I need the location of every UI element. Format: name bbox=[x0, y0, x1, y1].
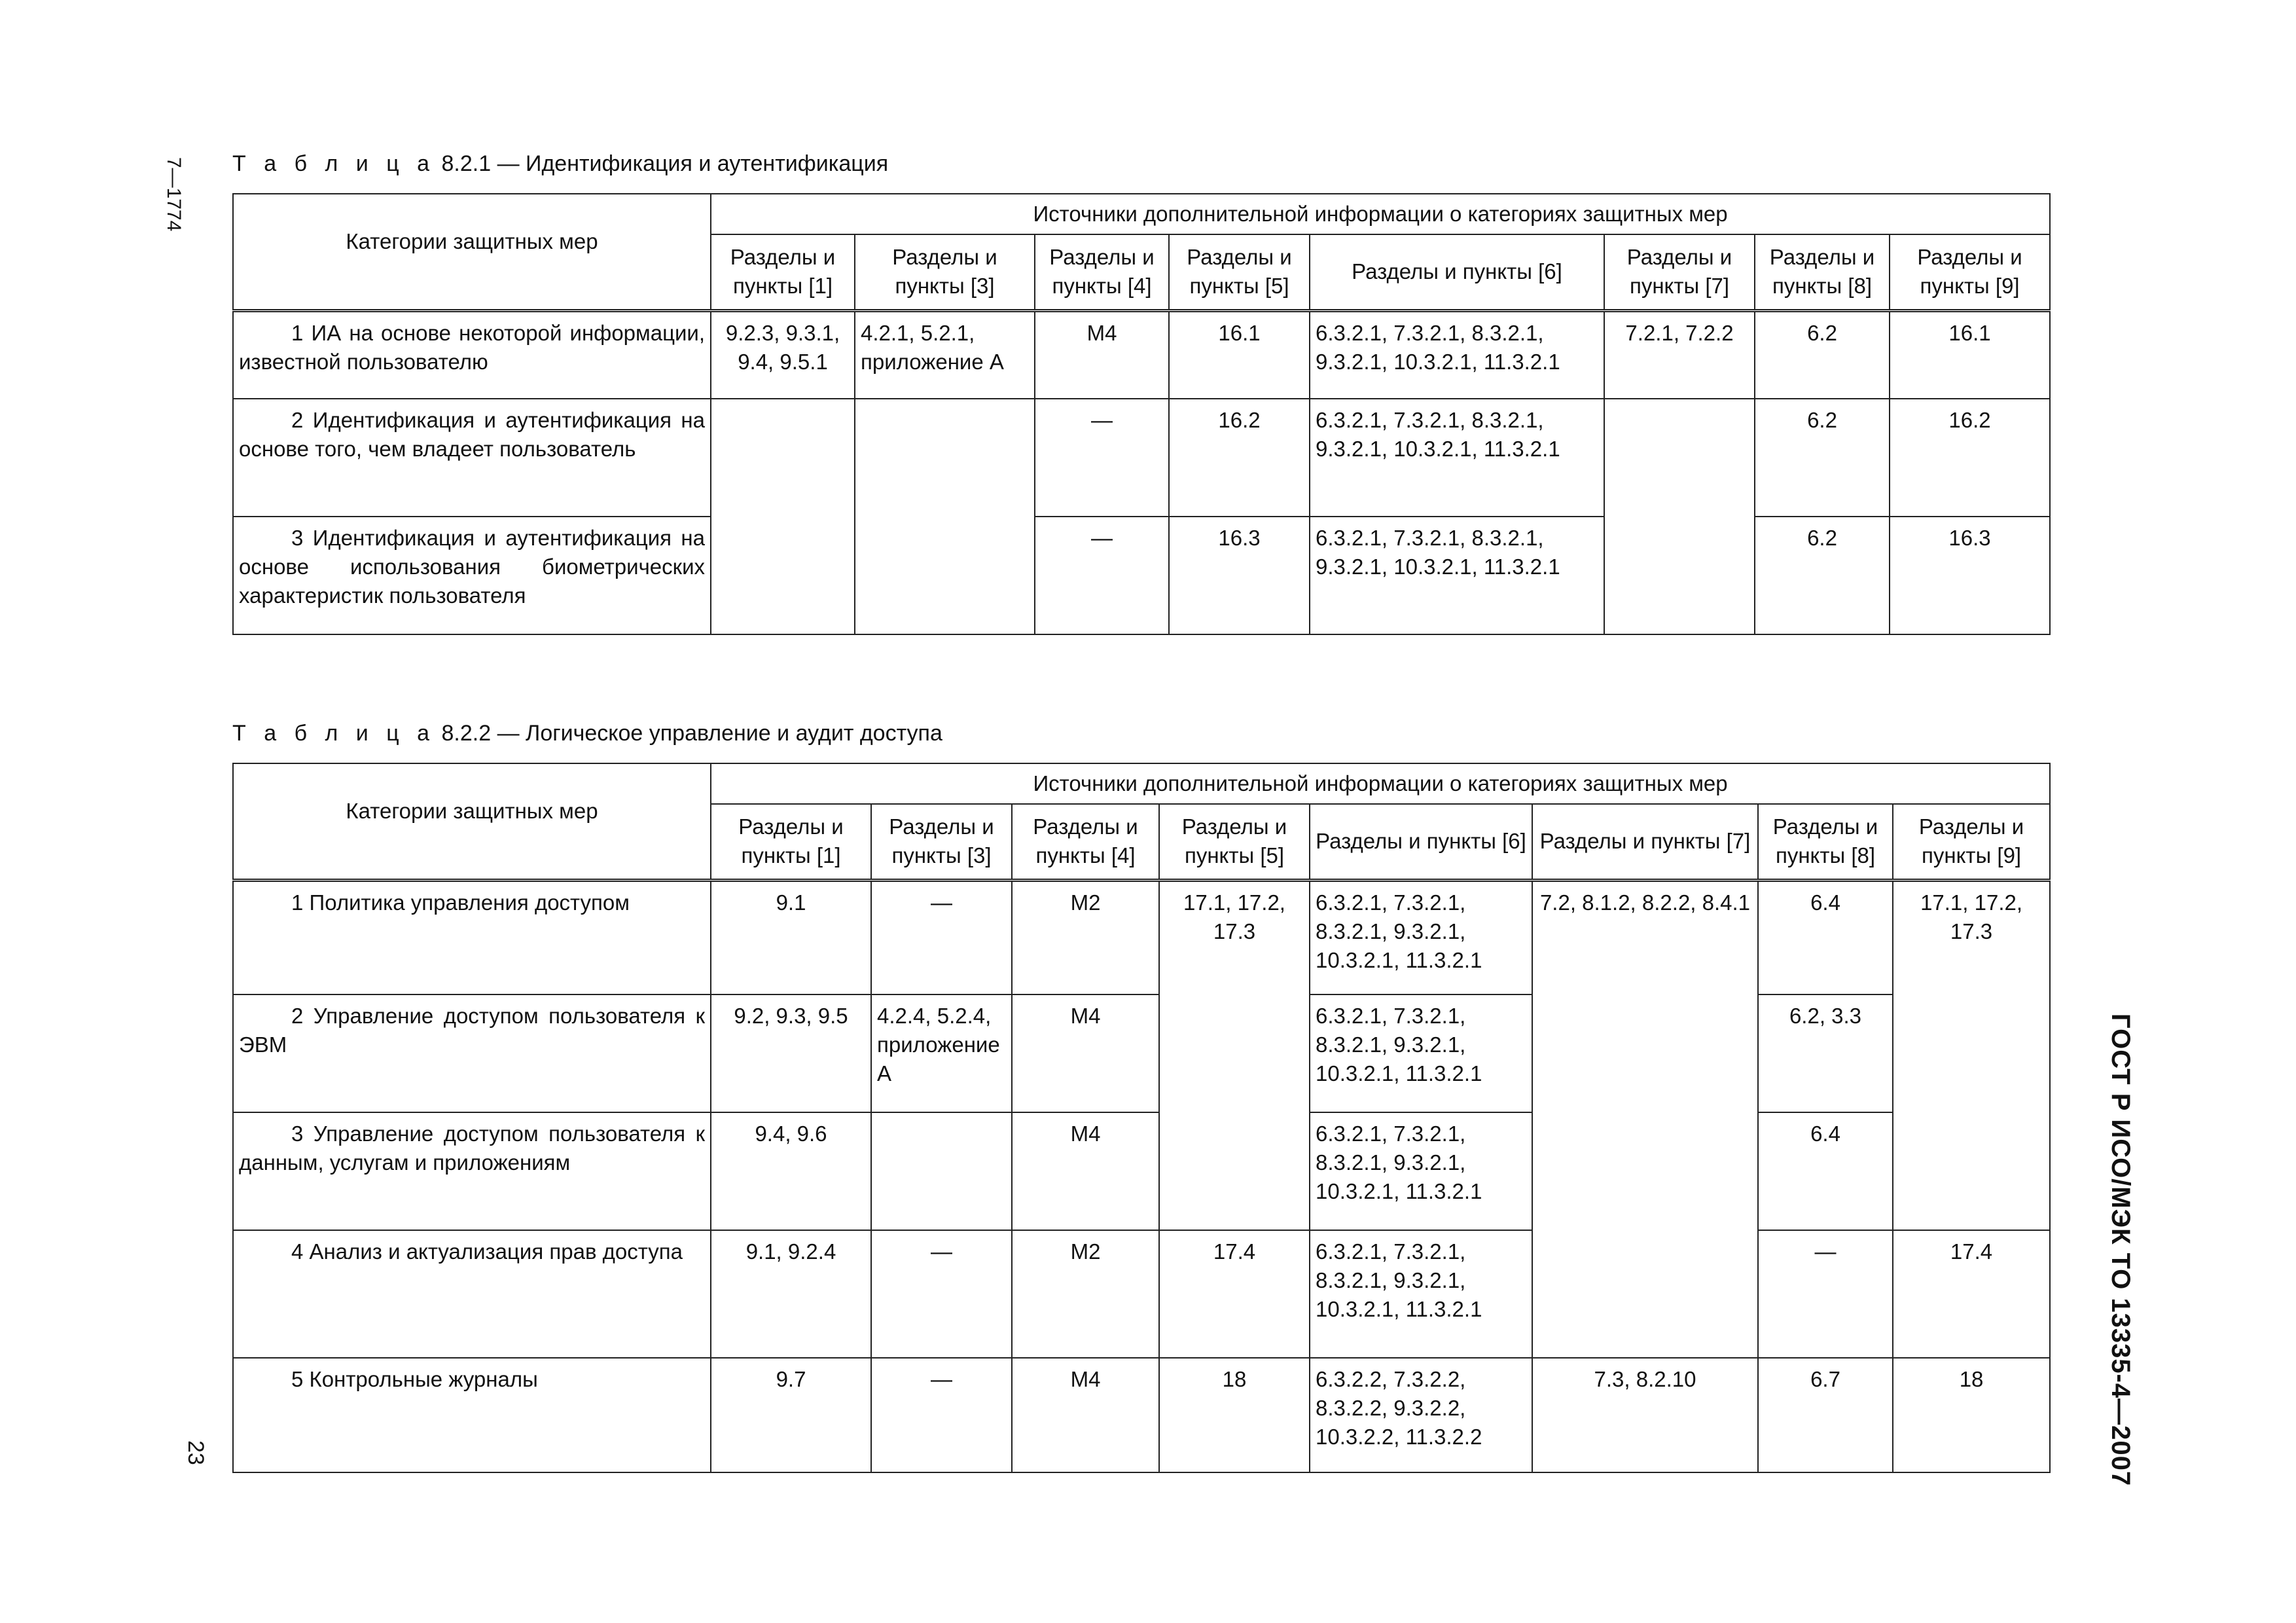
table-row bbox=[233, 994, 2050, 1112]
cell-source-6: 6.3.2.1, 7.3.2.1, 8.3.2.1, 9.3.2.1, 10.3.2.1, 11.3.2.1 bbox=[1310, 880, 1532, 994]
table1-caption bbox=[232, 151, 888, 177]
cell-source-6: 6.3.2.1, 7.3.2.1, 8.3.2.1, 9.3.2.1, 10.3.2.1, 11.3.2.1 bbox=[1310, 1230, 1532, 1358]
header-source-9: Разделы и пункты [9] bbox=[1893, 804, 2050, 880]
cell-source-1: 9.1, 9.2.4 bbox=[711, 1230, 871, 1358]
cell-source-6: 6.3.2.1, 7.3.2.1, 8.3.2.1, 9.3.2.1, 10.3.2.1, 11.3.2.1 bbox=[1310, 310, 1604, 399]
header-source-3: Разделы и пункты [3] bbox=[855, 234, 1035, 310]
header-source-6: Разделы и пункты [6] bbox=[1310, 804, 1532, 880]
cell-source-4: М4 bbox=[1012, 994, 1159, 1112]
cell-source-5: 18 bbox=[1159, 1358, 1310, 1472]
row-category: 4 Анализ и актуализация прав доступа bbox=[233, 1230, 711, 1358]
cell-source-1: 9.7 bbox=[711, 1358, 871, 1472]
table-row bbox=[233, 1112, 2050, 1230]
header-source-6: Разделы и пункты [6] bbox=[1310, 234, 1604, 310]
cell-source-6: 6.3.2.1, 7.3.2.1, 8.3.2.1, 9.3.2.1, 10.3.2.1, 11.3.2.1 bbox=[1310, 399, 1604, 517]
cell-source-4: М4 bbox=[1035, 310, 1169, 399]
cell-source-7: 7.2.1, 7.2.2 bbox=[1604, 310, 1755, 399]
cell-source-3-empty bbox=[855, 399, 1035, 634]
cell-source-4: — bbox=[1035, 399, 1169, 517]
standard-code: ГОСТ Р ИСО/МЭК ТО 13335-4—2007 bbox=[2106, 1013, 2135, 1487]
header-source-9: Разделы и пункты [9] bbox=[1890, 234, 2050, 310]
table2-caption-prefix: Т а б л и ц а bbox=[232, 721, 436, 746]
cell-source-3: — bbox=[871, 880, 1012, 994]
cell-source-6: 6.3.2.1, 7.3.2.1, 8.3.2.1, 9.3.2.1, 10.3.2.1, 11.3.2.1 bbox=[1310, 994, 1532, 1112]
row-category: 1 Политика управления доступом bbox=[233, 880, 711, 994]
cell-source-8: 6.2 bbox=[1755, 517, 1890, 634]
cell-source-8: 6.2 bbox=[1755, 310, 1890, 399]
cell-source-5: 17.1, 17.2, 17.3 bbox=[1159, 880, 1310, 1230]
cell-source-8: 6.2, 3.3 bbox=[1758, 994, 1893, 1112]
header-sources: Источники дополнительной информации о категориях защитных мер bbox=[711, 763, 2050, 804]
table1-caption-text: 8.2.1 — Идентификация и аутентификация bbox=[441, 151, 889, 176]
cell-source-8: 6.4 bbox=[1758, 1112, 1893, 1230]
table2-caption bbox=[232, 720, 942, 746]
table2-caption-text: 8.2.2 — Логическое управление и аудит доступа bbox=[441, 721, 942, 746]
cell-source-4: М4 bbox=[1012, 1112, 1159, 1230]
cell-source-9: 16.1 bbox=[1890, 310, 2050, 399]
cell-source-6: 6.3.2.1, 7.3.2.1, 8.3.2.1, 9.3.2.1, 10.3.2.1, 11.3.2.1 bbox=[1310, 517, 1604, 634]
cell-source-4: М2 bbox=[1012, 1230, 1159, 1358]
row-category: 5 Контрольные журналы bbox=[233, 1358, 711, 1472]
cell-source-5: 17.4 bbox=[1159, 1230, 1310, 1358]
cell-source-5: 16.1 bbox=[1169, 310, 1310, 399]
cell-source-3: 4.2.1, 5.2.1, приложение А bbox=[855, 310, 1035, 399]
cell-source-3-empty bbox=[871, 1112, 1012, 1230]
row-category: 3 Управление доступом пользователя к данным, услугам и приложениям bbox=[233, 1112, 711, 1230]
header-source-8: Разделы и пункты [8] bbox=[1758, 804, 1893, 880]
cell-source-9: 18 bbox=[1893, 1358, 2050, 1472]
header-category: Категории защитных мер bbox=[233, 194, 711, 310]
cell-source-8: 6.2 bbox=[1755, 399, 1890, 517]
header-source-4: Разделы и пункты [4] bbox=[1035, 234, 1169, 310]
cell-source-9: 16.2 bbox=[1890, 399, 2050, 517]
cell-source-7-empty bbox=[1604, 399, 1755, 634]
cell-source-8: 6.4 bbox=[1758, 880, 1893, 994]
table-8-2-1 bbox=[232, 193, 2051, 635]
table-row bbox=[233, 880, 2050, 994]
cell-source-4: — bbox=[1035, 517, 1169, 634]
cell-source-1: 9.1 bbox=[711, 880, 871, 994]
page-number: 23 bbox=[183, 1440, 208, 1465]
cell-source-6: 6.3.2.1, 7.3.2.1, 8.3.2.1, 9.3.2.1, 10.3.2.1, 11.3.2.1 bbox=[1310, 1112, 1532, 1230]
table1-caption-prefix: Т а б л и ц а bbox=[232, 151, 436, 176]
header-source-3: Разделы и пункты [3] bbox=[871, 804, 1012, 880]
cell-source-1: 9.2, 9.3, 9.5 bbox=[711, 994, 871, 1112]
cell-source-8: 6.7 bbox=[1758, 1358, 1893, 1472]
header-sources: Источники дополнительной информации о категориях защитных мер bbox=[711, 194, 2050, 234]
header-category: Категории защитных мер bbox=[233, 763, 711, 880]
cell-source-9: 17.4 bbox=[1893, 1230, 2050, 1358]
cell-source-9: 16.3 bbox=[1890, 517, 2050, 634]
row-category: 2 Идентификация и аутентификация на основе того, чем владеет пользователь bbox=[233, 399, 711, 517]
cell-source-7: 7.2, 8.1.2, 8.2.2, 8.4.1 bbox=[1532, 880, 1758, 1358]
header-source-1: Разделы и пункты [1] bbox=[711, 234, 855, 310]
table-8-2-2 bbox=[232, 763, 2051, 1473]
header-source-5: Разделы и пункты [5] bbox=[1169, 234, 1310, 310]
table-row bbox=[233, 399, 2050, 517]
cell-source-3: — bbox=[871, 1358, 1012, 1472]
table-row bbox=[233, 1230, 2050, 1358]
header-source-5: Разделы и пункты [5] bbox=[1159, 804, 1310, 880]
cell-source-6: 6.3.2.2, 7.3.2.2, 8.3.2.2, 9.3.2.2, 10.3.2.2, 11.3.2.2 bbox=[1310, 1358, 1532, 1472]
header-source-4: Разделы и пункты [4] bbox=[1012, 804, 1159, 880]
cell-source-4: М2 bbox=[1012, 880, 1159, 994]
cell-source-1: 9.2.3, 9.3.1, 9.4, 9.5.1 bbox=[711, 310, 855, 399]
cell-source-4: М4 bbox=[1012, 1358, 1159, 1472]
table-row bbox=[233, 517, 2050, 634]
cell-source-9: 17.1, 17.2, 17.3 bbox=[1893, 880, 2050, 1230]
cell-source-3: — bbox=[871, 1230, 1012, 1358]
table-row bbox=[233, 310, 2050, 399]
cell-source-5: 16.3 bbox=[1169, 517, 1310, 634]
row-category: 3 Идентификация и аутентификация на основе использования биометрических характеристик пользователя bbox=[233, 517, 711, 634]
header-source-7: Разделы и пункты [7] bbox=[1532, 804, 1758, 880]
cell-source-7: 7.3, 8.2.10 bbox=[1532, 1358, 1758, 1472]
sheet-mark: 7—1774 bbox=[163, 157, 185, 232]
header-source-8: Разделы и пункты [8] bbox=[1755, 234, 1890, 310]
row-category: 1 ИА на основе некоторой информации, известной пользователю bbox=[233, 310, 711, 399]
cell-source-1-empty bbox=[711, 399, 855, 634]
cell-source-3: 4.2.4, 5.2.4, приложение А bbox=[871, 994, 1012, 1112]
cell-source-1: 9.4, 9.6 bbox=[711, 1112, 871, 1230]
header-source-1: Разделы и пункты [1] bbox=[711, 804, 871, 880]
cell-source-5: 16.2 bbox=[1169, 399, 1310, 517]
cell-source-8: — bbox=[1758, 1230, 1893, 1358]
row-category: 2 Управление доступом пользователя к ЭВМ bbox=[233, 994, 711, 1112]
table-row bbox=[233, 1358, 2050, 1472]
header-source-7: Разделы и пункты [7] bbox=[1604, 234, 1755, 310]
